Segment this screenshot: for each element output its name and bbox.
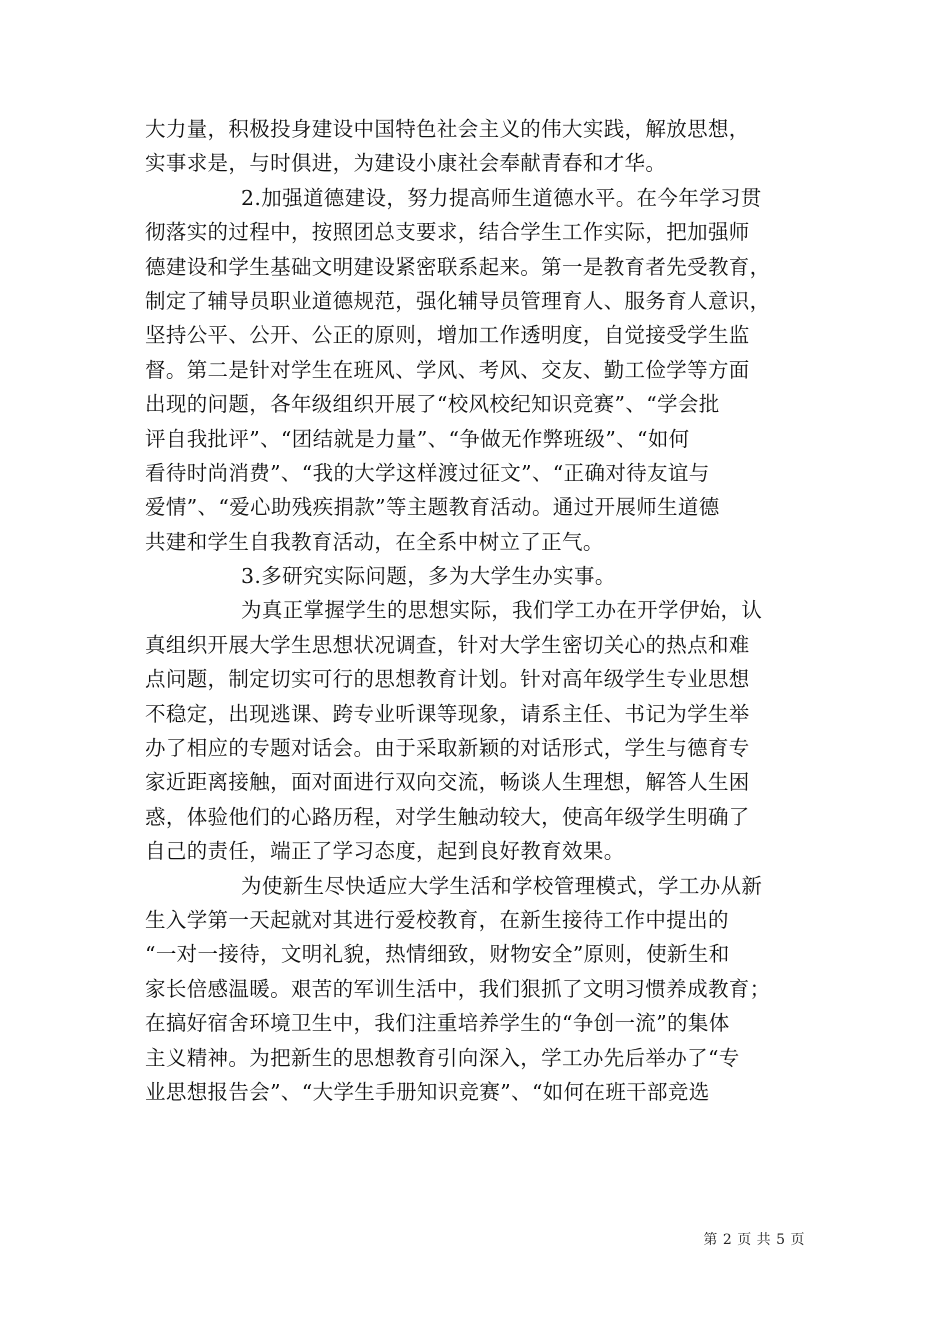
text-line: 业思想报告会”、“大学生手册知识竞赛”、“如何在班干部竞选 [145, 1079, 710, 1104]
body-text [145, 112, 825, 1109]
text-line: 爱情”、“爱心助残疾捐款”等主题教育活动。通过开展师生道德 [145, 495, 720, 520]
text-line: 督。第二是针对学生在班风、学风、考风、交友、勤工俭学等方面 [145, 357, 750, 382]
text-line: 自己的责任，端正了学习态度，起到良好教育效果。 [145, 839, 625, 864]
text-line: 为使新生尽快适应大学生活和学校管理模式，学工办从新 [241, 873, 763, 898]
text-line: 真组织开展大学生思想状况调查，针对大学生密切关心的热点和难 [145, 632, 750, 657]
text-line: 家长倍感温暖。艰苦的军训生活中，我们狠抓了文明习惯养成教育； [145, 976, 771, 1001]
text-line: 主义精神。为把新生的思想教育引向深入，学工办先后举办了“专 [145, 1045, 740, 1070]
text-line: 坚持公平、公开、公正的原则，增加工作透明度，自觉接受学生监 [145, 323, 750, 348]
text-line: 惑，体验他们的心路历程，对学生触动较大，使高年级学生明确了 [145, 804, 750, 829]
text-line: 生入学第一天起就对其进行爱校教育，在新生接待工作中提出的 [145, 907, 729, 932]
text-line: 制定了辅导员职业道德规范，强化辅导员管理育人、服务育人意识， [145, 288, 771, 313]
text-line: 为真正掌握学生的思想实际，我们学工办在开学伊始，认 [241, 598, 763, 623]
text-line: 看待时尚消费”、“我的大学这样渡过征文”、“正确对待友谊与 [145, 460, 710, 485]
text-line: 家近距离接触，面对面进行双向交流，畅谈人生理想，解答人生困 [145, 770, 750, 795]
text-line: 3.多研究实际问题，多为大学生办实事。 [241, 564, 616, 589]
page-number-footer: 第 2 页 共 5 页 [703, 1232, 805, 1248]
text-line: 2.加强道德建设，努力提高师生道德水平。在今年学习贯 [241, 185, 762, 210]
text-line: 办了相应的专题对话会。由于采取新颖的对话形式，学生与德育专 [145, 736, 750, 761]
text-line: 出现的问题，各年级组织开展了“校风校纪知识竞赛”、“学会批 [145, 392, 720, 417]
text-line: 在搞好宿舍环境卫生中，我们注重培养学生的“争创一流”的集体 [145, 1011, 730, 1036]
text-line: 评自我批评”、“团结就是力量”、“争做无作弊班级”、“如何 [145, 426, 690, 451]
text-line: 实事求是，与时俱进，为建设小康社会奉献青春和才华。 [145, 151, 667, 176]
text-line: 德建设和学生基础文明建设紧密联系起来。第一是教育者先受教育， [145, 254, 771, 279]
text-line: 不稳定，出现逃课、跨专业听课等现象，请系主任、书记为学生举 [145, 701, 750, 726]
text-line: “一对一接待，文明礼貌，热情细致，财物安全”原则，使新生和 [145, 942, 730, 967]
text-line: 点问题，制定切实可行的思想教育计划。针对高年级学生专业思想 [145, 667, 750, 692]
text-line: 共建和学生自我教育活动，在全系中树立了正气。 [145, 529, 604, 554]
text-line: 彻落实的过程中，按照团总支要求，结合学生工作实际，把加强师 [145, 220, 750, 245]
text-line: 大力量，积极投身建设中国特色社会主义的伟大实践，解放思想， [145, 117, 750, 141]
